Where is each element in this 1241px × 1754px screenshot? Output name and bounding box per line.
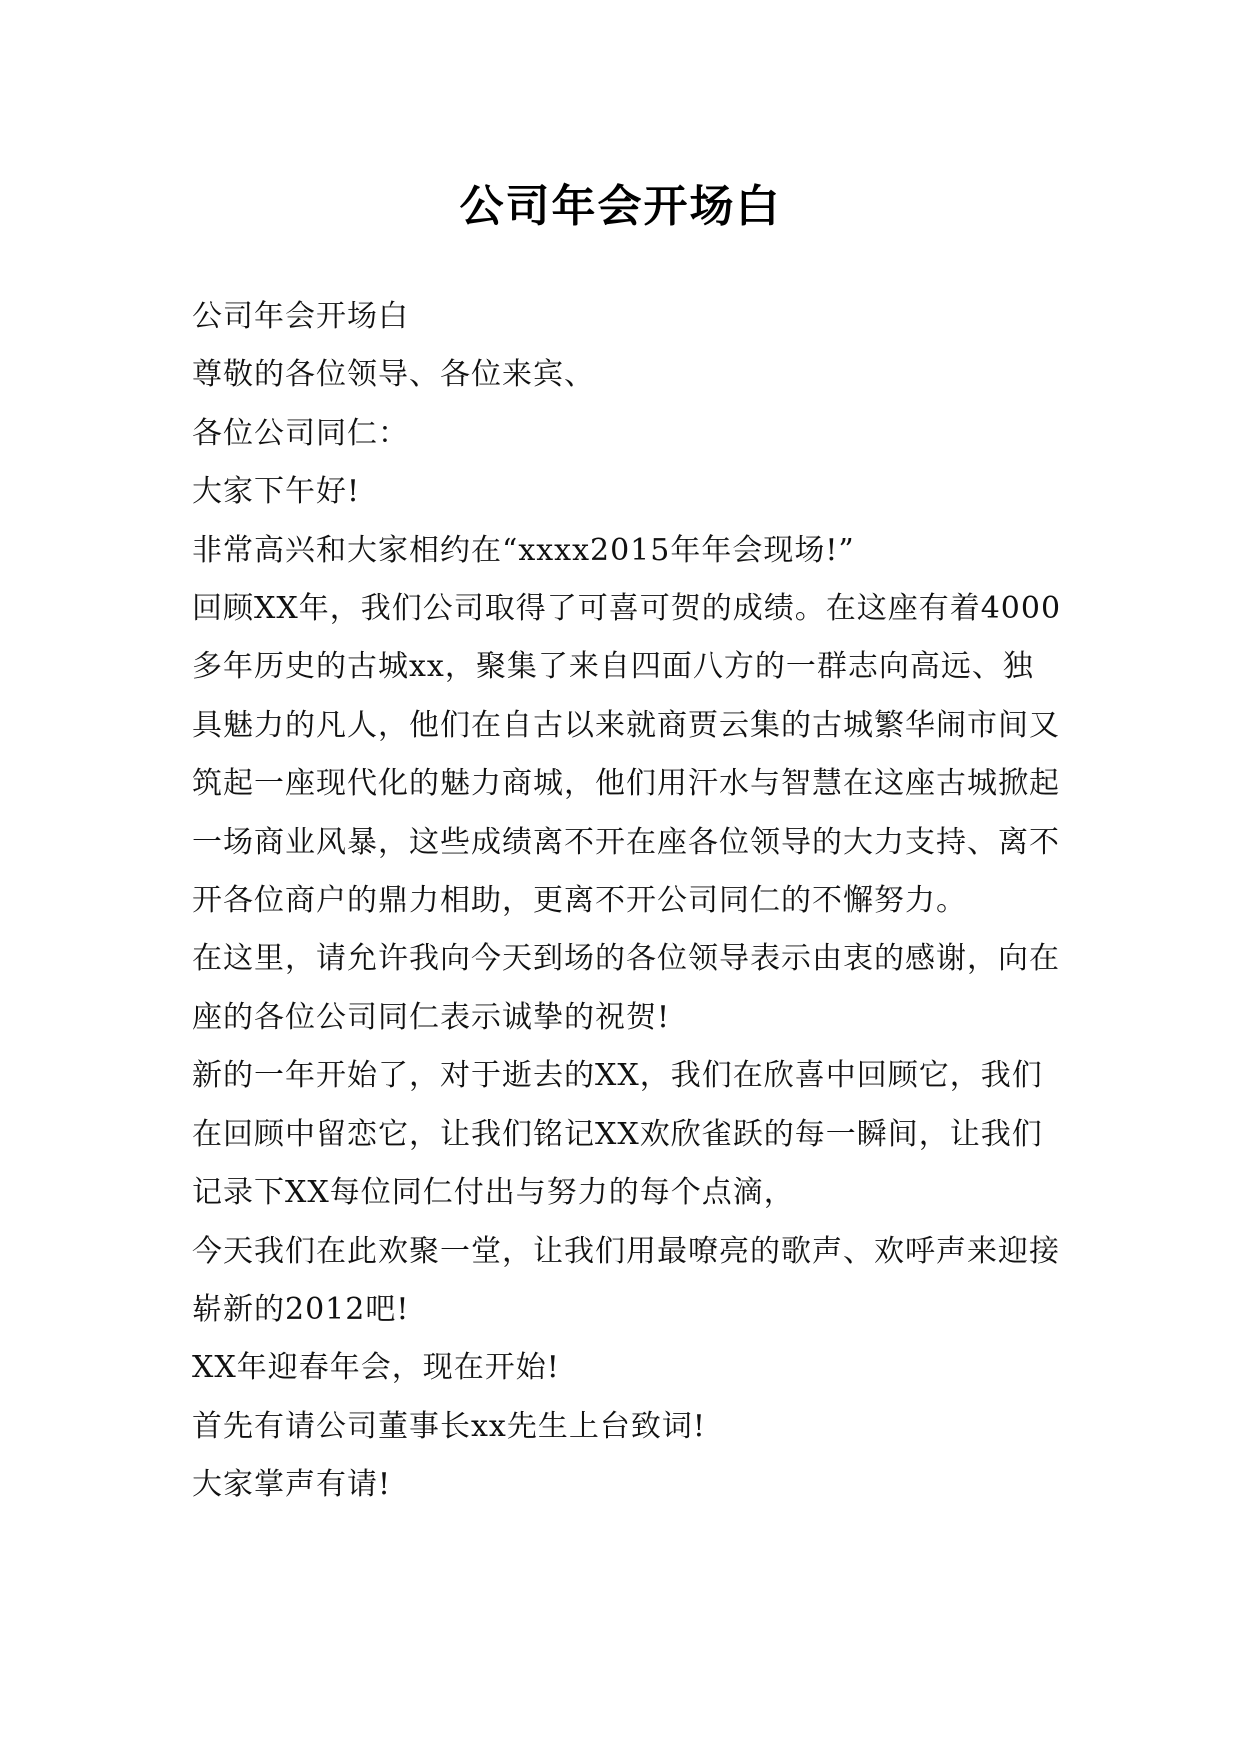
paragraph-celebration: 今天我们在此欢聚一堂，让我们用最嘹亮的歌声、欢呼声来迎接崭新的2012吧! bbox=[192, 1233, 1060, 1327]
paragraph-invite-chairman: 首先有请公司董事长xx先生上台致词! bbox=[192, 1408, 706, 1444]
document-title: 公司年会开场白 bbox=[459, 181, 782, 233]
paragraph-salutation-1: 尊敬的各位领导、各位来宾、 bbox=[192, 357, 595, 393]
paragraph-heading: 公司年会开场白 bbox=[192, 299, 409, 334]
paragraph-greeting: 大家下午好! bbox=[192, 474, 361, 510]
paragraph-applause: 大家掌声有请! bbox=[192, 1467, 392, 1503]
paragraph-thanks: 在这里，请允许我向今天到场的各位领导表示由衷的感谢，向在座的各位公司同仁表示诚挚的祝贺! bbox=[192, 941, 1060, 1035]
document-body bbox=[192, 288, 1062, 1515]
paragraph-salutation-2: 各位公司同仁： bbox=[192, 415, 409, 451]
paragraph-review: 回顾XX年，我们公司取得了可喜可贺的成绩。在这座有着4000多年历史的古城xx，聚集了来自四面八方的一群志向高远、独具魅力的凡人，他们在自古以来就商贾云集的古城繁华闹市间又筑起一座现代化的魅力商城，他们用汗水与智慧在这座古城掀起一场商业风暴，这些成绩离不开在座各位领导的大力支持、离不开各位商户的鼎力相助，更离不开公司同仁的不懈努力。 bbox=[192, 591, 1062, 919]
paragraph-welcome: 非常高兴和大家相约在“xxxx2015年年会现场!” bbox=[192, 532, 855, 568]
paragraph-opening: XX年迎春年会，现在开始! bbox=[192, 1350, 560, 1386]
paragraph-new-year: 新的一年开始了，对于逝去的XX，我们在欣喜中回顾它，我们在回顾中留恋它，让我们铭记XX欢欣雀跃的每一瞬间，让我们记录下XX每位同仁付出与努力的每个点滴， bbox=[192, 1058, 1043, 1211]
